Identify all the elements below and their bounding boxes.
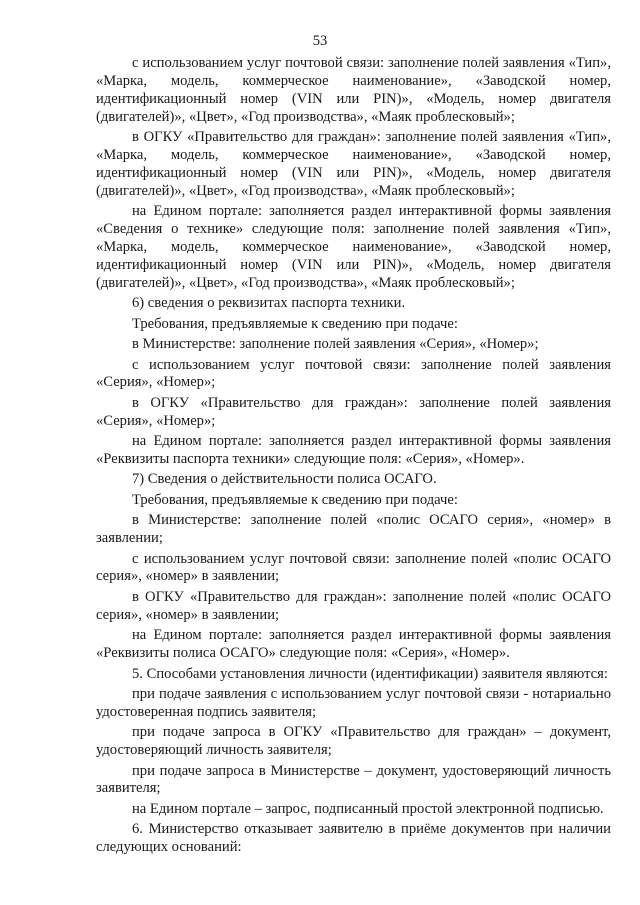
paragraph-portal-vehicle-fields: на Едином портале: заполняется раздел интерактивной формы заявления «Сведения о технике» следующие поля: заполнение полей заявления «Тип», «Марка, модель, коммерческое наименование», «Заводской номер, идентификационный номер (VIN или PIN)», «Модель, номер двигателя (двигателей)», «Цвет», «Год производства», «Маяк проблесковый»; [96, 203, 611, 291]
paragraph-identification-postal: при подаче заявления с использованием услуг почтовой связи - нотариально удостоверенная подпись заявителя; [96, 685, 611, 720]
paragraph-item-7-heading: 7) Сведения о действительности полиса ОСАГО. [132, 471, 437, 488]
paragraph-requirements-heading: Требования, предъявляемые к сведению при подаче: [132, 315, 458, 332]
paragraph-portal-osago-fields: на Едином портале: заполняется раздел интерактивной формы заявления «Реквизиты полиса ОСАГО» следующие поля: «Серия», «Номер». [96, 627, 611, 662]
paragraph-item-6-heading: 6) сведения о реквизитах паспорта техники. [132, 295, 406, 312]
paragraph-requirements-heading: Требования, предъявляемые к сведению при подаче: [132, 491, 458, 508]
paragraph-identification-ogku: при подаче запроса в ОГКУ «Правительство для граждан» – документ, удостоверяющий личность заявителя; [96, 724, 611, 759]
paragraph-postal-passport-fields: с использованием услуг почтовой связи: заполнение полей заявления «Серия», «Номер»; [96, 356, 611, 391]
paragraph-postal-vehicle-fields: с использованием услуг почтовой связи: заполнение полей заявления «Тип», «Марка, модель, коммерческое наименование», «Заводской номер, идентификационный номер (VIN или PIN)», «Модель, номер двигателя (двигателей)», «Цвет», «Год производства», «Маяк проблесковый»; [96, 55, 611, 125]
page-number: 53 [312, 33, 328, 49]
paragraph-ministry-passport-fields: в Министерстве: заполнение полей заявления «Серия», «Номер»; [132, 336, 539, 353]
paragraph-ministry-osago-fields: в Министерстве: заполнение полей «полис ОСАГО серия», «номер» в заявлении; [96, 512, 611, 547]
paragraph-ogku-osago-fields: в ОГКУ «Правительство для граждан»: заполнение полей «полис ОСАГО серия», «номер» в заявлении; [96, 588, 611, 623]
paragraph-section-5-heading: 5. Способами установления личности (идентификации) заявителя являются: [132, 665, 608, 682]
paragraph-identification-ministry: при подаче запроса в Министерстве – документ, удостоверяющий личность заявителя; [96, 762, 611, 797]
document-body [96, 55, 611, 860]
paragraph-ogku-passport-fields: в ОГКУ «Правительство для граждан»: заполнение полей заявления «Серия», «Номер»; [96, 394, 611, 429]
paragraph-ogku-vehicle-fields: в ОГКУ «Правительство для граждан»: заполнение полей заявления «Тип», «Марка, модель, коммерческое наименование», «Заводской номер, идентификационный номер (VIN или PIN)», «Модель, номер двигателя (двигателей)», «Цвет», «Год производства», «Маяк проблесковый»; [96, 129, 611, 199]
paragraph-identification-portal: на Едином портале – запрос, подписанный простой электронной подписью. [132, 800, 604, 817]
paragraph-postal-osago-fields: с использованием услуг почтовой связи: заполнение полей «полис ОСАГО серия», «номер» в заявлении; [96, 550, 611, 585]
paragraph-section-6-heading: 6. Министерство отказывает заявителю в приёме документов при наличии следующих оснований: [96, 821, 611, 856]
paragraph-portal-passport-fields: на Едином портале: заполняется раздел интерактивной формы заявления «Реквизиты паспорта техники» следующие поля: «Серия», «Номер». [96, 433, 611, 468]
